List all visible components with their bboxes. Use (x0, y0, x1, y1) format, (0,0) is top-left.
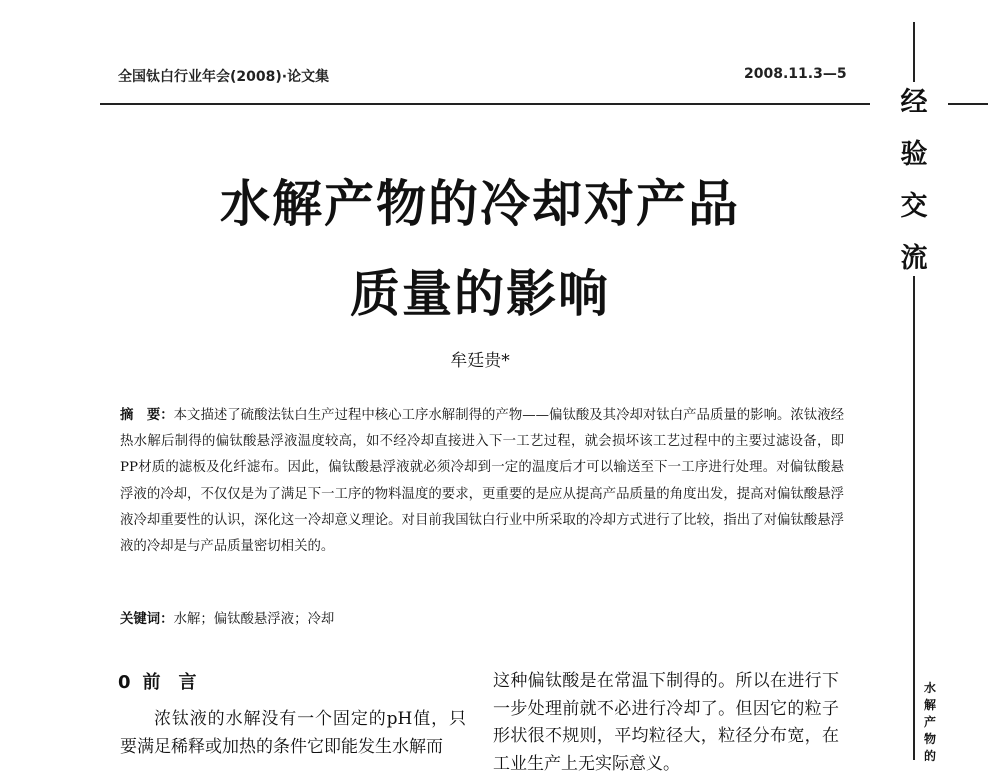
body-column-right: 这种偏钛酸是在常温下制得的。所以在进行下一步处理前就不必进行冷却了。但因它的粒子形状很不规则，平均粒径大，粒径分布宽，在工业生产上无实际意义。 (493, 671, 839, 774)
header-rule-right (948, 103, 988, 105)
side-running-title (920, 680, 940, 765)
body-column-left: 浓钛液的水解没有一个固定的pH值，只要满足稀释或加热的条件它即能发生水解而 (120, 709, 466, 757)
section-title: 前 言 (142, 672, 197, 693)
section-heading (118, 668, 209, 694)
keywords-label: 关键词： (120, 612, 174, 627)
abstract-label: 摘 要： (120, 407, 174, 423)
running-header-date: 2008.11.3—5 (744, 66, 847, 82)
side-tab-line-bottom (913, 276, 915, 760)
article-title-line-2: 质量的影响 (350, 265, 610, 323)
side-running-char: 解 (923, 698, 936, 712)
author-name: 牟廷贵* (450, 351, 510, 371)
side-tab-char: 流 (900, 243, 928, 274)
abstract-text: 本文描述了硫酸法钛白生产过程中核心工序水解制得的产物——偏钛酸及其冷却对钛白产品质量的影响。浓钛液经热水解后制得的偏钛酸悬浮液温度较高，如不经冷却直接进入下一工艺过程，就会损坏该工艺过程中的主要过滤设备，即PP材质的滤板及化纤滤布。因此，偏钛酸悬浮液就必须冷却到一定的温度后才可以输送至下一工序进行处理。对偏钛酸悬浮液的冷却，不仅仅是为了满足下一工序的物料温度的要求，更重要的是应从提高产品质量的角度出发，提高对偏钛酸悬浮液冷却重要性的认识，深化这一冷却意义理论。对目前我国钛白行业中所采取的冷却方式进行了比较，指出了对偏钛酸悬浮液的冷却是与产品质量密切相关的。 (120, 408, 845, 555)
side-running-char: 物 (923, 732, 936, 746)
side-tab-char: 验 (900, 139, 928, 170)
section-number: 0 (118, 672, 131, 693)
side-running-char: 产 (923, 715, 936, 729)
abstract (120, 402, 844, 560)
side-running-char: 水 (923, 681, 936, 695)
keywords (120, 608, 844, 627)
running-header-left: 全国钛白行业年会(2008)·论文集 (118, 69, 330, 85)
article-title-line-1: 水解产物的冷却对产品 (220, 175, 740, 233)
side-running-char: 的 (923, 749, 936, 763)
header-rule (100, 103, 870, 105)
keywords-text: 水解；偏钛酸悬浮液；冷却 (173, 612, 335, 627)
side-tab-char: 交 (900, 191, 928, 222)
side-tab-line-top (913, 22, 915, 82)
side-tab-char: 经 (900, 87, 928, 118)
